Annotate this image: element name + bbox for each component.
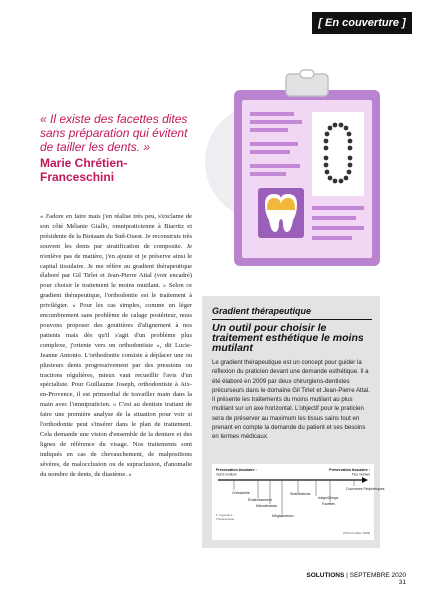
article-body bbox=[40, 212, 192, 479]
diagram-item: Orthodontie bbox=[232, 491, 250, 495]
quote-author: Marie Chrétien-Franceschini bbox=[40, 156, 128, 184]
diagram-item: Couronnes Périphériques bbox=[346, 487, 385, 491]
paper-line bbox=[312, 216, 356, 220]
article-paragraph: « J'adore en faire mais j'en réalise très peu, s'exclame de son côté Mélanie Giallo, omnipraticienne à Biarritz et présidente de la Biotaam du Sud-Ouest. Je reconstruis très souvent les dents par stratification de composite. Je n'enlève pas de matière, j'en ajoute et je préserve ainsi le capital tissulaire. Je me réfère au gradient thérapeutique élaboré par Gil Tirlet et Jean-Pierre Attal (voir encadré) pour choisir le traitement le moins mutilant. » Selon ce gradient thérapeutique, l'orthodontie est le traitement à privilégier. « Pour les cas simples, comme un léger encombrement sans problème de calage postérieur, nous pouvons proposer des gouttières d'alignement à nos patients mais dès qu'il s'agit d'un problème plus complexe, j'oriente vers un orthodontiste », dit Lucie-Jeanne Antonio. L'orthodontie consiste à déplacer une ou plusieurs dents progressivement par des pressions ou tractions régulières, mieux vaut recueillir l'avis d'un spécialiste. Pour Guillaume Joseph, orthodontiste à Aix-en-Provence, il est primordial de travailler main dans la main avec l'omnipraticien. « C'est au dentiste traitant de faire une première analyse de la situation pour voir si l'orthodontie peut s'insérer dans le plan de traitement. Cela demande une vision d'ensemble de la denture et des lignes de référence du visage. Nos traitements sont indiqués en cas de chevauchement, de malpositions sévères, de malocclusion ou de supraclusion, d'anomalie du nombre de dents, de diastème. » bbox=[40, 213, 192, 478]
quote-text: « Il existe des facettes dites sans préparation qui évitent de tailler les dents. » bbox=[40, 112, 188, 154]
page-footer bbox=[298, 572, 406, 586]
paper-line bbox=[250, 128, 288, 132]
footer-magazine: SOLUTIONS bbox=[306, 572, 345, 579]
paper-line bbox=[312, 226, 364, 230]
diagram-item: Facettes bbox=[322, 502, 336, 506]
diagram-item: Microabrasion bbox=[256, 504, 278, 508]
diagram-credit: (Tirlet et Attal, 2009) bbox=[342, 531, 370, 535]
paper-line bbox=[312, 206, 364, 210]
diagram-item: Éclaircissement bbox=[248, 498, 272, 502]
clipboard-clip-hole bbox=[300, 70, 314, 78]
box-subtitle: Un outil pour choisir le traitement esthétique le moins mutilant bbox=[212, 322, 364, 354]
pull-quote bbox=[40, 112, 200, 184]
paper-line bbox=[250, 150, 290, 154]
diagram-item: Mégaabrasion bbox=[272, 514, 294, 518]
diagram-item: Inlays/Onlays bbox=[318, 496, 339, 500]
box-description: Le gradient thérapeutique est un concept pour guider la réflexion du praticien devant une demande esthétique. Il a été élaboré en 2009 par deux chirurgiens-dentistes précurseurs dans le domaine Gil Tirlet et Jean-Pierre Attal. Il présente les traitements du moins mutilant au plus mutilant sur un axe horizontal. L'objectif pour le praticien sera de préserver au maximum les tissus sains tout en prenant en compte la demande du patient et ses besoins en termes médicaux. bbox=[212, 359, 370, 441]
diagram-legend-b: Thérapeutique bbox=[216, 517, 235, 521]
diagram-right-sub: Plus mutilant bbox=[351, 472, 370, 477]
diagram-left-sub: moins mutilant bbox=[216, 472, 237, 477]
paper-line bbox=[250, 164, 300, 168]
diagram-legend-a: 1. Légende 1 : bbox=[216, 513, 234, 517]
clipboard-illustration bbox=[208, 70, 394, 270]
footer-page-number: 31 bbox=[398, 579, 406, 586]
gradient-diagram bbox=[212, 464, 385, 540]
axis-arrow bbox=[362, 477, 368, 483]
section-tag: [ En couverture ] bbox=[312, 12, 412, 34]
paper-line bbox=[312, 236, 352, 240]
footer-date: | SEPTEMBRE 2020 bbox=[346, 572, 406, 579]
box-divider bbox=[212, 319, 372, 320]
diagram-left-label: Préservation tissulaire : bbox=[216, 468, 257, 472]
sidebar-box bbox=[202, 296, 385, 548]
tooth-icon bbox=[258, 188, 304, 238]
paper-line bbox=[250, 172, 286, 176]
diagram-item: Stratifications bbox=[290, 492, 311, 496]
paper-line bbox=[250, 142, 298, 146]
paper-line bbox=[250, 112, 294, 116]
dental-chart-box bbox=[312, 112, 364, 196]
paper-line bbox=[250, 120, 302, 124]
box-title: Gradient thérapeutique bbox=[212, 306, 312, 316]
diagram-right-label: Préservation tissulaire : bbox=[329, 468, 370, 472]
